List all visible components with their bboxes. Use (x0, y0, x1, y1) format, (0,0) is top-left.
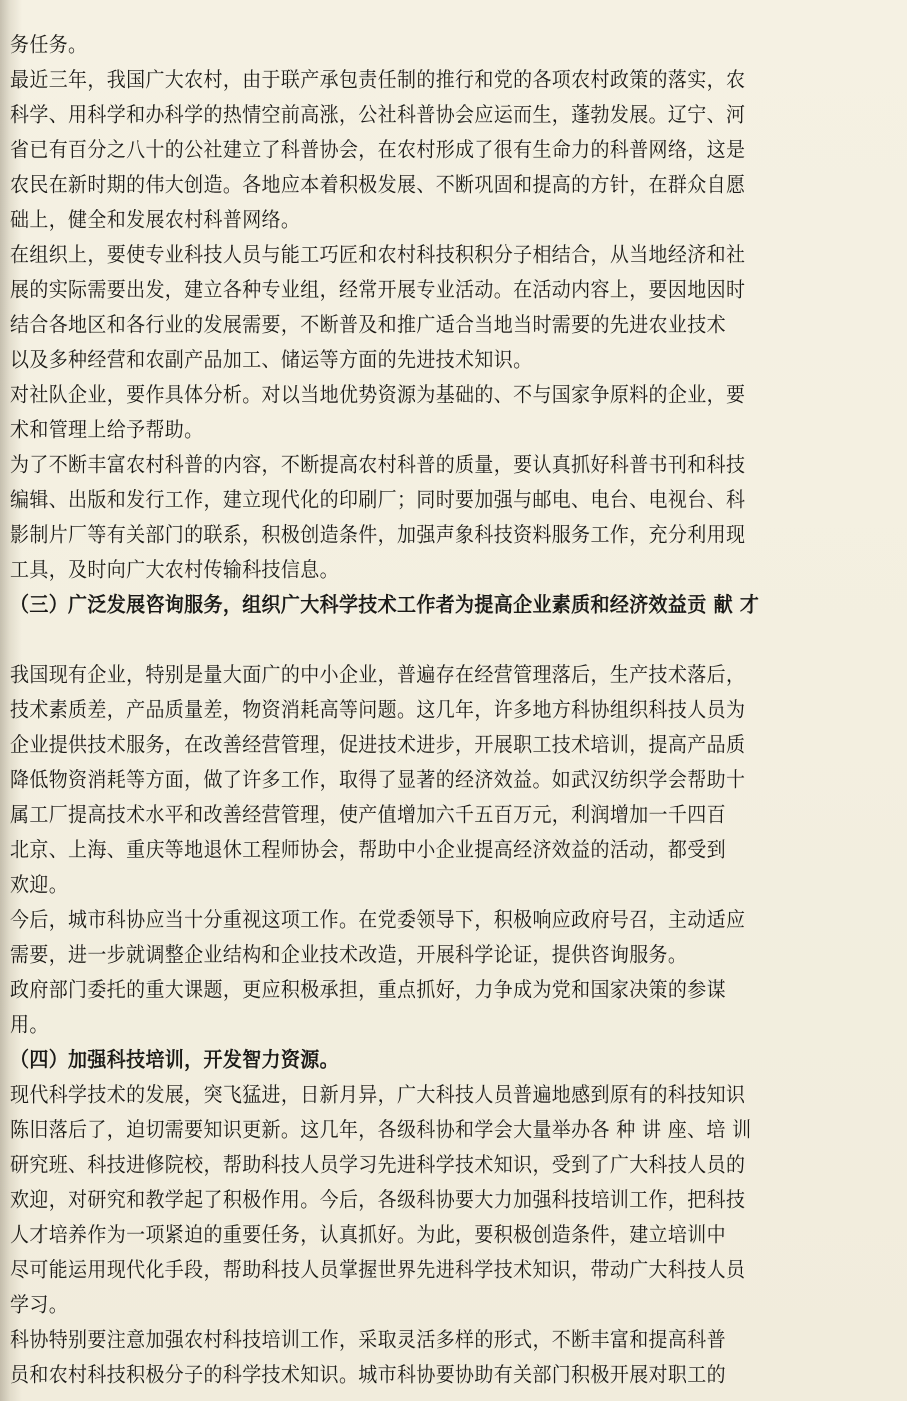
text-line: 础上，健全和发展农村科普网络。 (10, 208, 301, 232)
text-line: 研究班、科技进修院校，帮助科技人员学习先进科学技术知识，受到了广大科技人员的 (10, 1153, 746, 1177)
text-line: 今后，城市科协应当十分重视这项工作。在党委领导下，积极响应政府号召，主动适应 (10, 908, 746, 932)
text-line: 在组织上，要使专业科技人员与能工巧匠和农村科技积积分子相结合，从当地经济和社 (10, 243, 746, 267)
text-line: 尽可能运用现代化手段，帮助科技人员掌握世界先进科学技术知识，带动广大科技人员 (10, 1258, 746, 1282)
text-line: 欢迎。 (10, 873, 69, 897)
text-line: 陈旧落后了，迫切需要知识更新。这几年，各级科协和学会大量举办各 种 讲 座、培 训 (10, 1118, 752, 1142)
text-line: 需要，进一步就调整企业结构和企业技术改造，开展科学论证，提供咨询服务。 (10, 943, 688, 967)
text-line: 术和管理上给予帮助。 (10, 418, 204, 442)
text-line: 农民在新时期的伟大创造。各地应本着积极发展、不断巩固和提高的方针，在群众自愿 (10, 173, 746, 197)
text-line: 科协特别要注意加强农村科技培训工作，采取灵活多样的形式，不断丰富和提高科普 (10, 1328, 726, 1352)
text-line: 务任务。 (10, 33, 88, 57)
text-line: 降低物资消耗等方面，做了许多工作，取得了显著的经济效益。如武汉纺织学会帮助十 (10, 768, 746, 792)
text-line: 工具，及时向广大农村传输科技信息。 (10, 558, 339, 582)
text-line: 政府部门委托的重大课题，更应积极承担，重点抓好，力争成为党和国家决策的参谋 (10, 978, 726, 1002)
text-line: 编辑、出版和发行工作，建立现代化的印刷厂；同时要加强与邮电、电台、电视台、科 (10, 488, 746, 512)
text-line: 员和农村科技积极分子的科学技术知识。城市科协要协助有关部门积极开展对职工的 (10, 1363, 726, 1387)
text-line: 学习。 (10, 1293, 69, 1317)
text-line: 现代科学技术的发展，突飞猛进，日新月异，广大科技人员普遍地感到原有的科技知识 (10, 1083, 746, 1107)
text-line: 科学、用科学和办科学的热情空前高涨，公社科普协会应运而生，蓬勃发展。辽宁、河 (10, 103, 746, 127)
text-line: 技术素质差，产品质量差，物资消耗高等问题。这几年，许多地方科协组织科技人员为 (10, 698, 746, 722)
text-line: 对社队企业，要作具体分析。对以当地优势资源为基础的、不与国家争原料的企业，要 (10, 383, 746, 407)
text-line: 企业提供技术服务，在改善经营管理，促进技术进步，开展职工技术培训，提高产品质 (10, 733, 746, 757)
section-heading: （四）加强科技培训，开发智力资源。 (10, 1048, 339, 1072)
text-line: 影制片厂等有关部门的联系，积极创造条件，加强声象科技资料服务工作，充分利用现 (10, 523, 746, 547)
section-heading: （三）广泛发展咨询服务，组织广大科学技术工作者为提高企业素质和经济效益贡 献 才 (10, 593, 760, 617)
text-line: 我国现有企业，特别是量大面广的中小企业，普遍存在经营管理落后，生产技术落后， (10, 663, 746, 687)
text-line: 属工厂提高技术水平和改善经营管理，使产值增加六千五百万元，利润增加一千四百 (10, 803, 726, 827)
text-line: 北京、上海、重庆等地退休工程师协会，帮助中小企业提高经济效益的活动，都受到 (10, 838, 726, 862)
text-line: 最近三年，我国广大农村，由于联产承包责任制的推行和党的各项农村政策的落实，农 (10, 68, 746, 92)
text-line: 为了不断丰富农村科普的内容，不断提高农村科普的质量，要认真抓好科普书刊和科技 (10, 453, 746, 477)
text-line: 省已有百分之八十的公社建立了科普协会，在农村形成了很有生命力的科普网络，这是 (10, 138, 746, 162)
text-line: 结合各地区和各行业的发展需要，不断普及和推广适合当地当时需要的先进农业技术 (10, 313, 726, 337)
text-line: 展的实际需要出发，建立各种专业组，经常开展专业活动。在活动内容上，要因地因时 (10, 278, 746, 302)
text-line: 以及多种经营和农副产品加工、储运等方面的先进技术知识。 (10, 348, 533, 372)
text-line: 用。 (10, 1013, 49, 1037)
text-line: 人才培养作为一项紧迫的重要任务，认真抓好。为此，要积极创造条件，建立培训中 (10, 1223, 726, 1247)
text-line: 欢迎，对研究和教学起了积极作用。今后，各级科协要大力加强科技培训工作，把科技 (10, 1188, 746, 1212)
